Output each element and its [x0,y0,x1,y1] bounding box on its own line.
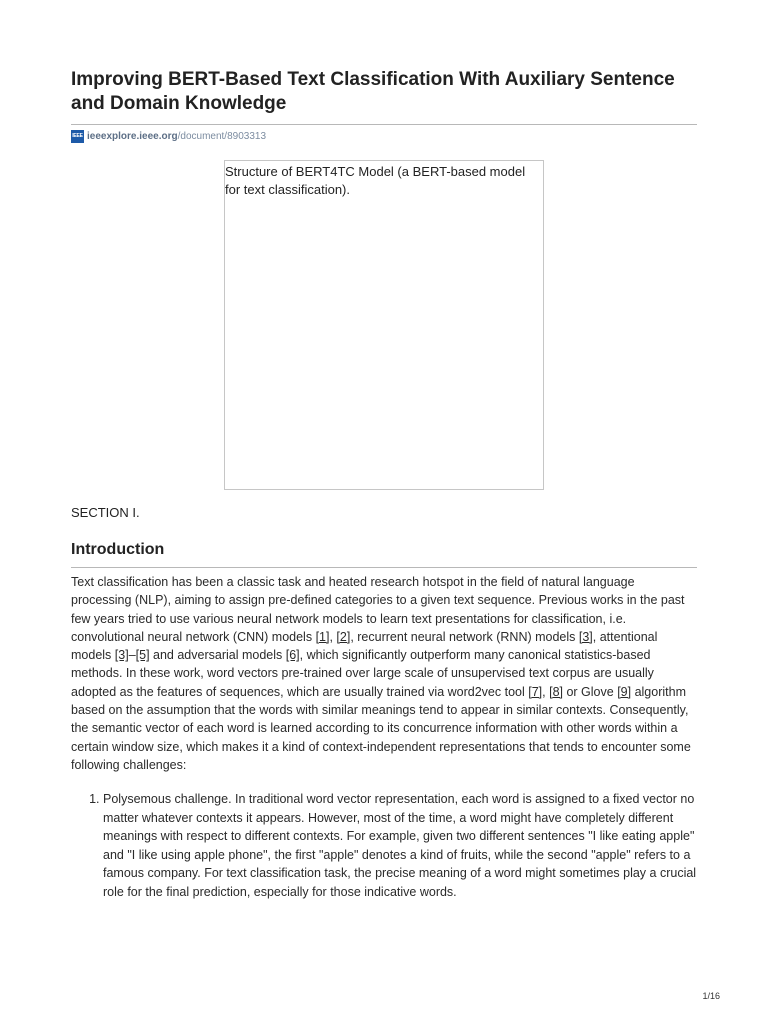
para-text: Text classification has been a classic task and heated research hotspot in the field of natural language processing (NLP), aiming to assign pre-defined categories to a given text sequence. Previous works in the past few years tried to use various neural network models to learn text presentations for classification, i.e. convolutional neural network (CNN) models [71,575,685,644]
para-text: , attentional models [71,629,658,663]
para-text: , [329,629,337,644]
section-divider [71,567,697,568]
list-item: 1. Polysemous challenge. In traditional word vector representation, each word is assigned to a fixed vector no matter whatever contexts it appears. However, most of the time, a word might have completely different meanings with respect to different contexts. For example, given two different sentences "I like eating apple" and "I like using apple phone", the first "apple" denotes a kind of fruits, while the second "apple" refers to a famous company. For text classification task, the precise meaning of a word might sometimes play a crucial role for the final prediction, especially for those indicative words. [103,790,697,901]
figure-alt-text: Structure of BERT4TC Model (a BERT-based model for text classification). [225,164,526,197]
para-text: , recurrent neural network (RNN) models [350,629,579,644]
para-text: , [542,684,550,699]
section-label: SECTION I. [71,505,140,520]
para-text: and adversarial models [149,648,286,663]
article-title: Improving BERT-Based Text Classification With Auxiliary Sentence and Domain Knowledge [71,69,675,114]
challenges-list [71,790,697,901]
ref-link-9[interactable]: [9] [617,684,632,699]
ieee-favicon-icon: IEEE [71,130,84,143]
intro-paragraph [71,573,697,774]
ref-link-3b[interactable]: [3] [114,648,129,663]
para-text: or Glove [563,684,618,699]
section-heading: Introduction [71,541,165,558]
para-text: , which significantly outperform many canonical statistics-based methods. In these work, word vectors pre-trained over large scale of unsupervised text corpus are usually adopted as the features of sequences, which are usually trained via word2vec tool [71,648,654,699]
source-domain[interactable]: ieeexplore.ieee.org [87,130,178,142]
broken-image [225,161,543,199]
ref-link-8[interactable]: [8] [549,684,563,699]
para-text: – [128,648,136,663]
source-path[interactable]: /document/8903313 [177,130,267,142]
ref-link-7[interactable]: [7] [528,684,543,699]
figure-image-placeholder [224,160,544,490]
page-indicator: 1/16 [702,991,720,1001]
para-text: algorithm based on the assumption that the words with similar meanings tend to appear in similar contexts. Consequently, the semantic vector of each word is learned according to its concurrence information with other words within a certain window size, which makes it a kind of context-independent representations that tends to encounter some following challenges: [71,684,691,772]
ref-link-6[interactable]: [6] [285,648,300,663]
ref-link-2[interactable]: [2] [336,629,351,644]
ref-link-1[interactable]: [1] [315,629,330,644]
ref-link-3[interactable]: [3] [578,629,593,644]
ref-link-5[interactable]: [5] [135,648,150,663]
source-link[interactable] [71,128,266,144]
title-divider [71,124,697,125]
